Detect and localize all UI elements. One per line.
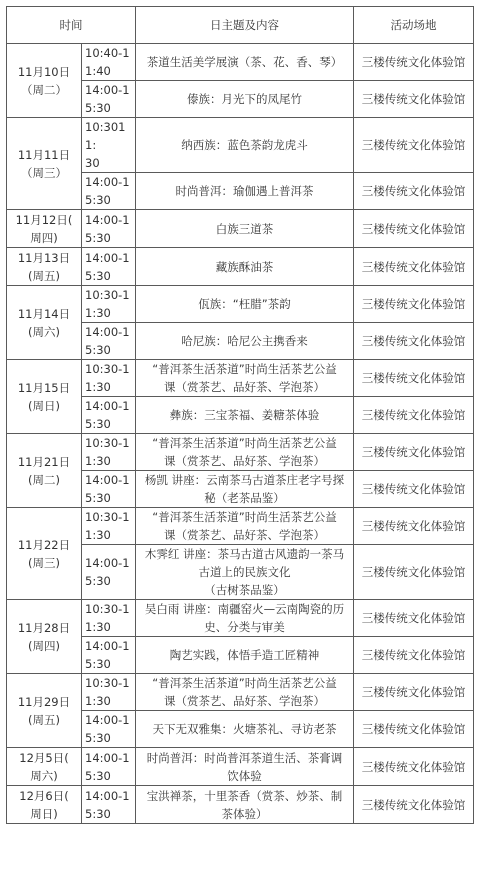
date-cell <box>7 118 82 210</box>
time-start-text: 14:00-1 <box>85 325 130 339</box>
content-line: 课（赏茶艺、品好茶、学泡茶） <box>164 528 325 542</box>
date-text: 11月13日 <box>17 250 71 265</box>
time-start-text: 10:30-1 <box>85 510 130 524</box>
weekday-text: (周五) <box>28 712 60 727</box>
date-text: 11月12日( <box>15 212 73 227</box>
time-end-text: 1:30 <box>85 306 111 320</box>
table-row <box>7 248 474 286</box>
time-cell <box>82 508 136 545</box>
table-row <box>7 786 474 824</box>
schedule-table <box>6 6 474 824</box>
date-cell <box>7 600 82 674</box>
content-cell <box>136 748 354 786</box>
date-text: 12月5日( <box>19 750 69 765</box>
time-start-text: 10:30-1 <box>85 436 130 450</box>
time-start-text: 14:00-1 <box>85 639 130 653</box>
content-cell <box>136 637 354 674</box>
content-cell <box>136 434 354 471</box>
weekday-text: 周日) <box>30 806 58 821</box>
venue-cell: 三楼传统文化体验馆 <box>354 471 474 508</box>
time-cell <box>82 397 136 434</box>
table-row <box>7 748 474 786</box>
time-end-text: 1:30 <box>85 380 111 394</box>
content-cell <box>136 118 354 173</box>
table-row <box>7 674 474 711</box>
content-cell <box>136 397 354 434</box>
time-cell <box>82 711 136 748</box>
time-end-text: 1:30 <box>85 694 111 708</box>
content-cell <box>136 173 354 210</box>
time-cell <box>82 674 136 711</box>
time-end-text: 30 <box>85 156 100 170</box>
content-line: “普洱茶生活茶道”时尚生活茶艺公益 <box>152 510 337 524</box>
content-line: 天下无双雅集：火塘茶礼、寻访老茶 <box>152 722 337 736</box>
content-line: 佤族：“枉腊”茶韵 <box>198 297 291 311</box>
date-cell <box>7 786 82 824</box>
weekday-text: （周三） <box>21 165 67 180</box>
time-end-text: 1:40 <box>85 64 111 78</box>
time-cell <box>82 545 136 600</box>
time-cell <box>82 173 136 210</box>
time-cell <box>82 434 136 471</box>
table-row <box>7 434 474 471</box>
table-row <box>7 210 474 248</box>
time-cell <box>82 248 136 286</box>
time-end-text: 5:30 <box>85 193 111 207</box>
time-start-text: 10:3011: <box>85 120 126 152</box>
time-cell <box>82 118 136 173</box>
venue-cell: 三楼传统文化体验馆 <box>354 118 474 173</box>
schedule-body <box>7 44 474 824</box>
content-line: 陶艺实践，体悟手造工匠精神 <box>169 648 320 662</box>
content-line: 饮体验 <box>227 768 262 783</box>
content-line: 哈尼族：哈尼公主携香来 <box>181 334 308 348</box>
time-end-text: 5:30 <box>85 574 111 588</box>
table-row <box>7 508 474 545</box>
weekday-text: 周四) <box>30 230 58 245</box>
date-text: 11月22日 <box>17 537 71 552</box>
weekday-text: 周六) <box>30 768 58 783</box>
venue-cell: 三楼传统文化体验馆 <box>354 637 474 674</box>
weekday-text: (周三) <box>28 555 60 570</box>
time-start-text: 14:00-1 <box>85 83 130 97</box>
content-line: 课（赏茶艺、品好茶、学泡茶） <box>164 694 325 708</box>
content-line: 课（赏茶艺、品好茶、学泡茶） <box>164 454 325 468</box>
date-text: 11月15日 <box>17 380 71 395</box>
time-start-text: 14:00-1 <box>85 250 130 265</box>
content-line: 宝洪禅茶，十里茶香（赏茶、炒茶、制 <box>146 788 343 803</box>
time-start-text: 10:40-1 <box>85 46 130 60</box>
weekday-text: (周日) <box>28 398 60 413</box>
content-line: 彝族：三宝茶福、姜糖茶体验 <box>169 408 320 422</box>
time-start-text: 14:00-1 <box>85 399 130 413</box>
time-cell <box>82 360 136 397</box>
time-start-text: 14:00-1 <box>85 473 130 487</box>
content-line: “普洱茶生活茶道”时尚生活茶艺公益 <box>152 362 337 376</box>
time-start-text: 14:00-1 <box>85 750 130 765</box>
weekday-text: (周五) <box>28 268 60 283</box>
date-cell <box>7 360 82 434</box>
content-line: 白族三道茶 <box>215 221 274 236</box>
time-cell <box>82 81 136 118</box>
date-cell <box>7 44 82 118</box>
weekday-text: (周六) <box>28 324 60 339</box>
time-end-text: 5:30 <box>85 731 111 745</box>
time-start-text: 10:30-1 <box>85 362 130 376</box>
venue-cell: 三楼传统文化体验馆 <box>354 508 474 545</box>
time-cell <box>82 786 136 824</box>
content-cell <box>136 545 354 600</box>
time-end-text: 5:30 <box>85 768 111 783</box>
header-venue: 活动场地 <box>354 7 474 44</box>
content-line: 秘（老茶品鉴） <box>204 491 285 505</box>
venue-cell: 三楼传统文化体验馆 <box>354 674 474 711</box>
time-cell <box>82 210 136 248</box>
time-end-text: 1:30 <box>85 528 111 542</box>
venue-cell: 三楼传统文化体验馆 <box>354 210 474 248</box>
content-cell <box>136 286 354 323</box>
venue-cell: 三楼传统文化体验馆 <box>354 360 474 397</box>
date-text: 12月6日( <box>19 788 69 803</box>
venue-cell: 三楼传统文化体验馆 <box>354 44 474 81</box>
content-line: 杨凯 讲座：云南茶马古道茶庄老字号探 <box>144 473 345 487</box>
time-start-text: 14:00-1 <box>85 175 130 189</box>
schedule-table-wrapper <box>6 6 474 824</box>
content-cell <box>136 471 354 508</box>
date-text: 11月10日 <box>17 64 71 79</box>
content-line: 时尚普洱：瑜伽遇上普洱茶 <box>175 184 314 198</box>
content-cell <box>136 248 354 286</box>
time-cell <box>82 323 136 360</box>
time-cell <box>82 637 136 674</box>
date-cell <box>7 248 82 286</box>
content-cell <box>136 786 354 824</box>
time-start-text: 14:00-1 <box>85 788 130 803</box>
time-end-text: 1:30 <box>85 620 111 634</box>
date-text: 11月14日 <box>17 306 71 321</box>
time-start-text: 14:00-1 <box>85 556 130 570</box>
content-cell <box>136 44 354 81</box>
date-cell <box>7 286 82 360</box>
time-end-text: 5:30 <box>85 491 111 505</box>
venue-cell: 三楼传统文化体验馆 <box>354 545 474 600</box>
date-cell <box>7 748 82 786</box>
table-row <box>7 360 474 397</box>
venue-cell: 三楼传统文化体验馆 <box>354 711 474 748</box>
content-line: 茶道生活美学展演（茶、花、香、琴） <box>146 55 343 69</box>
time-end-text: 5:30 <box>85 343 111 357</box>
time-cell <box>82 286 136 323</box>
date-text: 11月21日 <box>17 454 71 469</box>
content-cell <box>136 600 354 637</box>
time-end-text: 5:30 <box>85 657 111 671</box>
venue-cell: 三楼传统文化体验馆 <box>354 397 474 434</box>
weekday-text: (周四) <box>28 638 60 653</box>
time-start-text: 10:30-1 <box>85 676 130 690</box>
date-text: 11月29日 <box>17 694 71 709</box>
content-line: 时尚普洱：时尚普洱茶道生活、茶膏调 <box>146 750 343 765</box>
date-text: 11月28日 <box>17 620 71 635</box>
content-line: 古道上的民族文化 <box>198 565 291 579</box>
content-line: 傣族：月光下的凤尾竹 <box>187 92 302 106</box>
table-row <box>7 44 474 81</box>
time-end-text: 5:30 <box>85 806 111 821</box>
table-row <box>7 286 474 323</box>
date-cell <box>7 508 82 600</box>
content-cell <box>136 360 354 397</box>
table-header-row <box>7 7 474 44</box>
time-start-text: 10:30-1 <box>85 602 130 616</box>
content-line: 藏族酥油茶 <box>215 259 274 274</box>
content-cell <box>136 210 354 248</box>
table-row <box>7 600 474 637</box>
content-cell <box>136 711 354 748</box>
header-content: 日主题及内容 <box>136 7 354 44</box>
header-time: 时间 <box>7 7 136 44</box>
content-line: （古树茶品鉴） <box>204 583 285 597</box>
venue-cell: 三楼传统文化体验馆 <box>354 323 474 360</box>
venue-cell: 三楼传统文化体验馆 <box>354 286 474 323</box>
weekday-text: (周二) <box>28 472 60 487</box>
table-row <box>7 118 474 173</box>
content-cell <box>136 674 354 711</box>
content-line: 史、分类与审美 <box>204 620 285 634</box>
time-cell <box>82 471 136 508</box>
time-start-text: 14:00-1 <box>85 212 130 227</box>
venue-cell: 三楼传统文化体验馆 <box>354 600 474 637</box>
weekday-text: （周二） <box>21 82 67 97</box>
content-line: 课（赏茶艺、品好茶、学泡茶） <box>164 380 325 394</box>
date-cell <box>7 434 82 508</box>
content-line: “普洱茶生活茶道”时尚生活茶艺公益 <box>152 436 337 450</box>
time-end-text: 5:30 <box>85 417 111 431</box>
date-cell <box>7 210 82 248</box>
content-cell <box>136 508 354 545</box>
content-line: 茶体验） <box>221 806 268 821</box>
time-end-text: 5:30 <box>85 268 111 283</box>
time-start-text: 10:30-1 <box>85 288 130 302</box>
content-line: “普洱茶生活茶道”时尚生活茶艺公益 <box>152 676 337 690</box>
time-cell <box>82 600 136 637</box>
time-end-text: 1:30 <box>85 454 111 468</box>
time-cell <box>82 748 136 786</box>
time-end-text: 5:30 <box>85 230 111 245</box>
venue-cell: 三楼传统文化体验馆 <box>354 748 474 786</box>
venue-cell: 三楼传统文化体验馆 <box>354 786 474 824</box>
content-line: 吴白雨 讲座：南疆窑火—云南陶瓷的历 <box>144 602 345 616</box>
content-line: 纳西族：蓝色茶韵龙虎斗 <box>181 138 308 152</box>
time-end-text: 5:30 <box>85 101 111 115</box>
date-cell <box>7 674 82 748</box>
venue-cell: 三楼传统文化体验馆 <box>354 173 474 210</box>
content-cell <box>136 323 354 360</box>
venue-cell: 三楼传统文化体验馆 <box>354 434 474 471</box>
venue-cell: 三楼传统文化体验馆 <box>354 248 474 286</box>
content-line: 木霁红 讲座：茶马古道古风遗韵一茶马 <box>144 547 345 561</box>
content-cell <box>136 81 354 118</box>
time-start-text: 14:00-1 <box>85 713 130 727</box>
time-cell <box>82 44 136 81</box>
venue-cell: 三楼传统文化体验馆 <box>354 81 474 118</box>
date-text: 11月11日 <box>17 147 71 162</box>
